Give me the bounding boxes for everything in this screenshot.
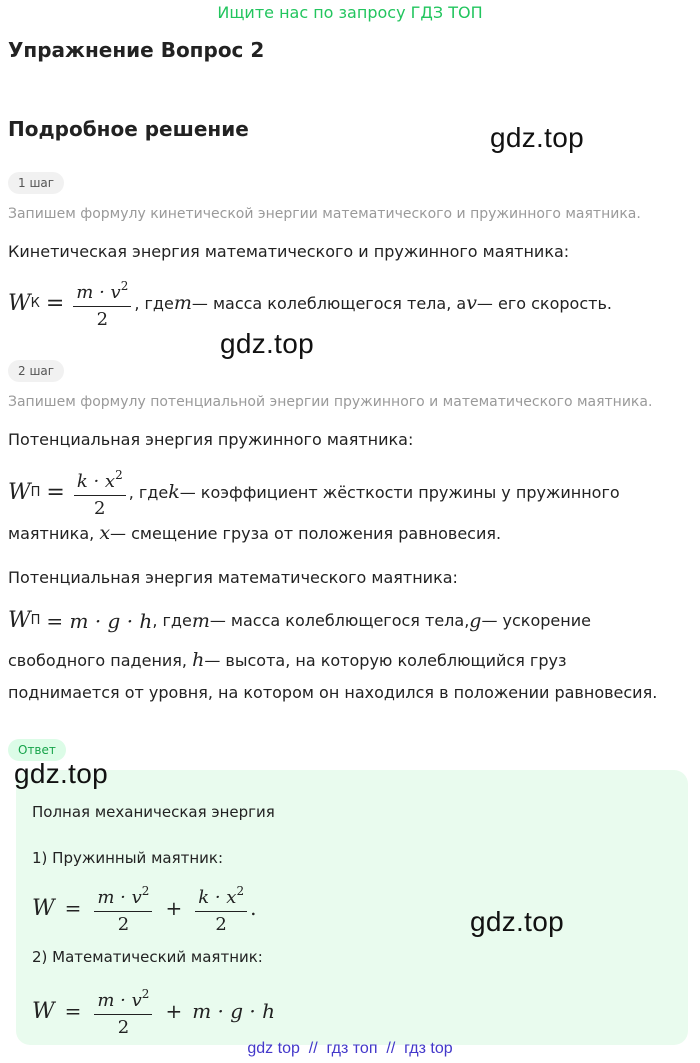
- equals-sign: =: [64, 896, 82, 920]
- step-1-hint: Запишем формулу кинетической энергии математического и пружинного маятника.: [8, 206, 641, 222]
- answer-item-2-formula: [32, 983, 275, 1039]
- watermark: gdz.top: [220, 328, 314, 359]
- step-2-formula-2-line-2: [8, 649, 566, 671]
- var-m: m: [191, 609, 210, 632]
- var-g: g: [469, 609, 482, 632]
- var-k: k: [168, 481, 180, 503]
- fraction-numerator: k · x: [198, 887, 237, 908]
- step-1-pill: 1 шаг: [8, 172, 64, 194]
- fraction: [195, 880, 247, 936]
- formula-tail: — коэффициент жёсткости пружины у пружинного: [179, 482, 620, 502]
- fraction-denominator: 2: [215, 914, 227, 935]
- formula-tail: — масса колеблющегося тела,: [209, 611, 470, 630]
- formula-end: .: [250, 896, 257, 920]
- formula-sub: К: [30, 295, 40, 311]
- formula-text: — высота, на которую колеблющийся груз: [204, 651, 567, 670]
- equals-sign: =: [46, 479, 65, 505]
- exponent: 2: [141, 987, 150, 1001]
- plus-sign: +: [165, 896, 183, 920]
- step-2-formula-1: [8, 464, 620, 520]
- step-2-formula-2: [8, 608, 591, 633]
- var-m: m: [173, 292, 192, 314]
- exponent: 2: [120, 279, 129, 293]
- formula-lhs: W: [32, 998, 55, 1024]
- watermark: gdz.top: [14, 758, 108, 789]
- fraction-denominator: 2: [117, 1017, 130, 1038]
- step-2-text-1: Потенциальная энергия пружинного маятника:: [8, 430, 414, 449]
- watermark: gdz.top: [470, 906, 564, 937]
- equals-sign: =: [45, 290, 65, 316]
- formula-text: — смещение груза от положения равновесия.: [110, 524, 502, 543]
- section-title: Подробное решение: [8, 117, 249, 141]
- fraction-denominator: 2: [117, 914, 130, 935]
- formula-tail: , где: [152, 611, 192, 630]
- formula-lhs: W: [32, 895, 55, 921]
- formula-tail: , где: [134, 293, 174, 313]
- formula-symbol: W: [8, 479, 31, 505]
- fraction-numerator: k · x: [76, 471, 116, 492]
- answer-item-1-label: 1) Пружинный маятник:: [32, 849, 224, 867]
- footer-links[interactable]: gdz top // гдз топ // гдз top: [247, 1040, 453, 1057]
- formula-tail: — ускорение: [481, 611, 591, 630]
- formula-tail: , где: [128, 482, 169, 502]
- formula-sub: П: [30, 484, 41, 500]
- step-1-formula: [8, 275, 612, 331]
- watermark: gdz.top: [490, 122, 584, 153]
- fraction-denominator: 2: [94, 498, 106, 519]
- fraction-numerator: m · v: [97, 990, 142, 1011]
- formula-sub: П: [30, 613, 41, 628]
- page-title: Упражнение Вопрос 2: [8, 38, 265, 62]
- answer-title: Полная механическая энергия: [32, 803, 275, 821]
- step-2-pill: 2 шаг: [8, 360, 64, 382]
- exponent: 2: [236, 884, 245, 898]
- step-2-text-2: Потенциальная энергия математического маятника:: [8, 568, 458, 587]
- formula-tail: — масса колеблющегося тела, а: [191, 293, 467, 313]
- formula-text: маятника,: [8, 524, 100, 543]
- answer-item-1-formula: [32, 880, 256, 936]
- formula-symbol: W: [8, 290, 31, 316]
- fraction: [73, 275, 131, 331]
- fraction: [94, 983, 152, 1039]
- fraction-numerator: m · v: [97, 887, 142, 908]
- var-x: x: [99, 522, 111, 544]
- step-2-hint: Запишем формулу потенциальной энергии пружинного и математического маятника.: [8, 394, 653, 410]
- step-2-formula-2-line-3: поднимается от уровня, на котором он находился в положении равновесия.: [8, 683, 658, 702]
- formula-tail: m · g · h: [192, 999, 275, 1023]
- formula-text: свободного падения,: [8, 651, 193, 670]
- fraction-denominator: 2: [96, 309, 109, 330]
- formula-expression: = m · g · h: [46, 608, 153, 633]
- exponent: 2: [115, 468, 123, 482]
- var-v: v: [466, 292, 477, 314]
- exponent: 2: [141, 884, 150, 898]
- top-banner: Ищите нас по запросу ГДЗ ТОП: [217, 3, 483, 22]
- step-1-text: Кинетическая энергия математического и пружинного маятника:: [8, 242, 570, 261]
- answer-item-2-label: 2) Математический маятник:: [32, 948, 263, 966]
- answer-pill: Ответ: [8, 739, 66, 761]
- fraction: [94, 880, 152, 936]
- var-h: h: [192, 649, 205, 671]
- formula-symbol: W: [8, 608, 31, 633]
- formula-tail: — его скорость.: [476, 293, 612, 313]
- step-2-formula-1-line-2: [8, 522, 501, 544]
- fraction-numerator: m · v: [76, 282, 121, 303]
- plus-sign: +: [165, 999, 183, 1023]
- fraction: [74, 464, 126, 520]
- equals-sign: =: [64, 999, 82, 1023]
